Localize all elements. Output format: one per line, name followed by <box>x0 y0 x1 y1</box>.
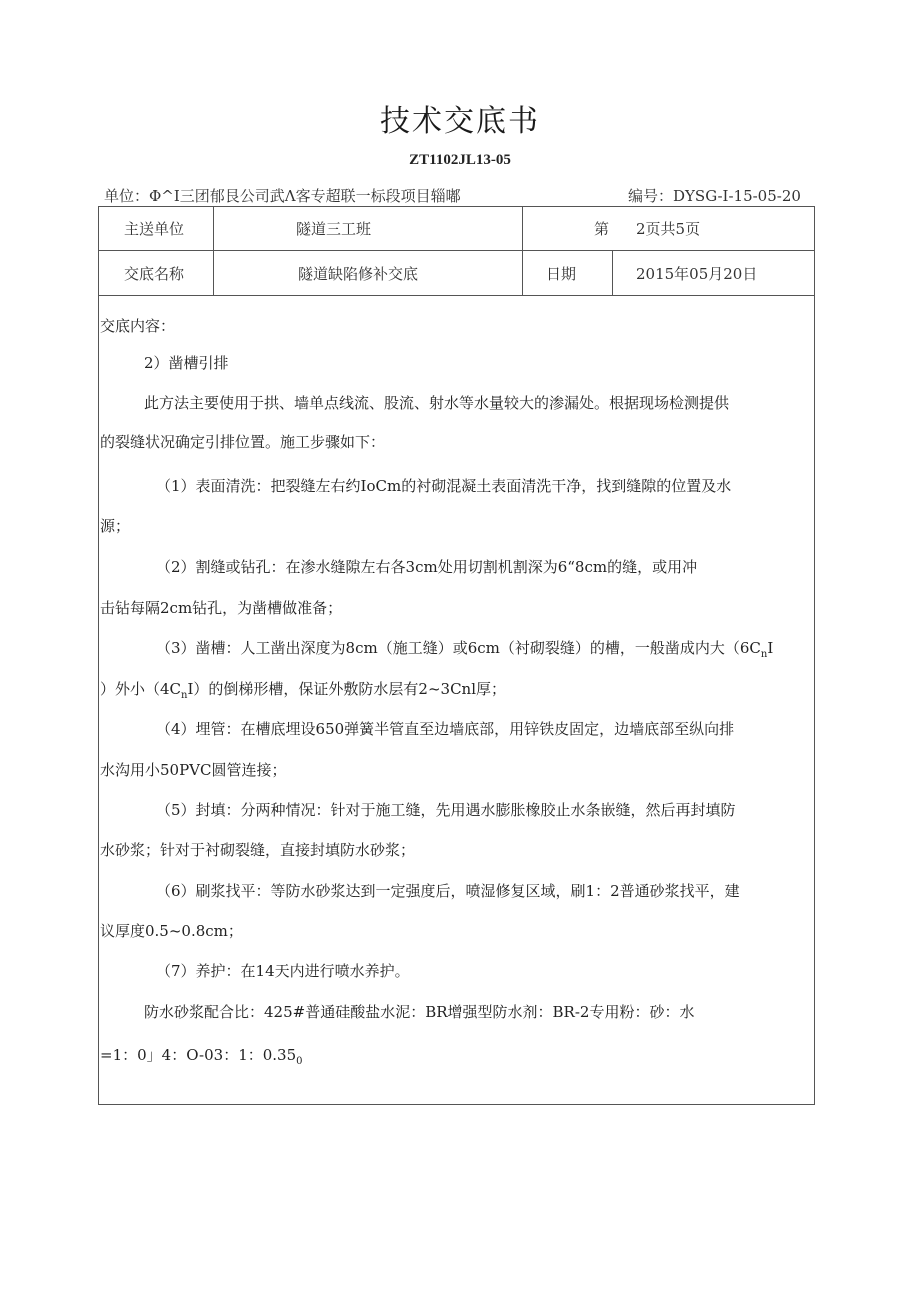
paragraph-line: 此方法主要使用于拱、墙单点线流、股流、射水等水量较大的渗漏处。根据现场检测提供 <box>144 394 730 412</box>
table-col-divider <box>612 250 613 295</box>
document-number: 编号：DYSG-I-15-05-20 <box>628 187 801 205</box>
step-line: （4）埋管：在槽底埋设650弹簧半管直至边墙底部，用锌铁皮固定，边墙底部至纵向排 <box>156 720 735 738</box>
step-line: 水沟用小50PVC圆管连接； <box>100 761 287 779</box>
disclosure-name-value: 隧道缺陷修补交底 <box>298 265 419 283</box>
section-heading: 2）凿槽引排 <box>144 354 229 372</box>
unit-label: 单位：Φ^I三团郁艮公司武Λ客专超联一标段项目辎嘟 <box>104 187 461 205</box>
step-line: （1）表面清洗：把裂缝左右约IoCm的衬砌混凝土表面清洗干净，找到缝隙的位置及水 <box>156 477 732 495</box>
document-title: 技术交底书 <box>380 104 540 139</box>
page-value: 2页共5页 <box>636 220 701 238</box>
mix-ratio-line: 防水砂浆配合比：425#普通硅酸盐水泥：BR增强型防水剂：BR-2专用粉：砂：水 <box>144 1003 695 1021</box>
disclosure-name-label: 交底名称 <box>124 265 185 283</box>
step-line: 源； <box>100 517 131 535</box>
step-line: （2）割缝或钻孔：在渗水缝隙左右各3cm处用切割机割深为6“8cm的缝，或用冲 <box>156 558 698 576</box>
table-col-divider <box>213 206 214 295</box>
step-line: 议厚度0.5~0.8cm； <box>100 922 243 940</box>
step-line: （5）封填：分两种情况：针对于施工缝，先用遇水膨胀橡胶止水条嵌缝，然后再封填防 <box>156 801 736 819</box>
table-row-divider <box>98 250 815 251</box>
step-line: （6）刷浆找平：等防水砂浆达到一定强度后，喷湿修复区域，刷1：2普通砂浆找平，建 <box>156 882 740 900</box>
content-heading: 交底内容： <box>100 317 176 335</box>
document-code: ZT1102JL13-05 <box>409 152 511 168</box>
step-line: 水砂浆；针对于衬砌裂缝，直接封填防水砂浆； <box>100 841 416 859</box>
recipient-value: 隧道三工班 <box>296 220 372 238</box>
recipient-label: 主送单位 <box>124 220 185 238</box>
step-line: ）外小$(4C_nI)$的倒梯形槽，保证外敷防水层有2~3Cnl厚； <box>100 680 507 701</box>
step-line: （3）凿槽：人工凿出深度为8cm（施工缝）或6cm（衬砌裂缝）的槽，一般凿成内大（$6C_nI$ <box>156 639 774 660</box>
mix-ratio-line: =1：0」4：O-03：1：$0.35_0$ <box>100 1046 303 1067</box>
date-label: 日期 <box>546 265 577 283</box>
page-label: 第 <box>594 220 610 238</box>
step-line: 击钻每隔2cm钻孔，为凿槽做准备； <box>100 599 343 617</box>
step-line: （7）养护：在14天内进行喷水养护。 <box>156 962 410 980</box>
table-col-divider <box>522 206 523 295</box>
paragraph-line: 的裂缝状况确定引排位置。施工步骤如下： <box>100 433 386 451</box>
table-row-divider <box>98 295 815 296</box>
date-value: 2015年05月20日 <box>636 265 758 283</box>
